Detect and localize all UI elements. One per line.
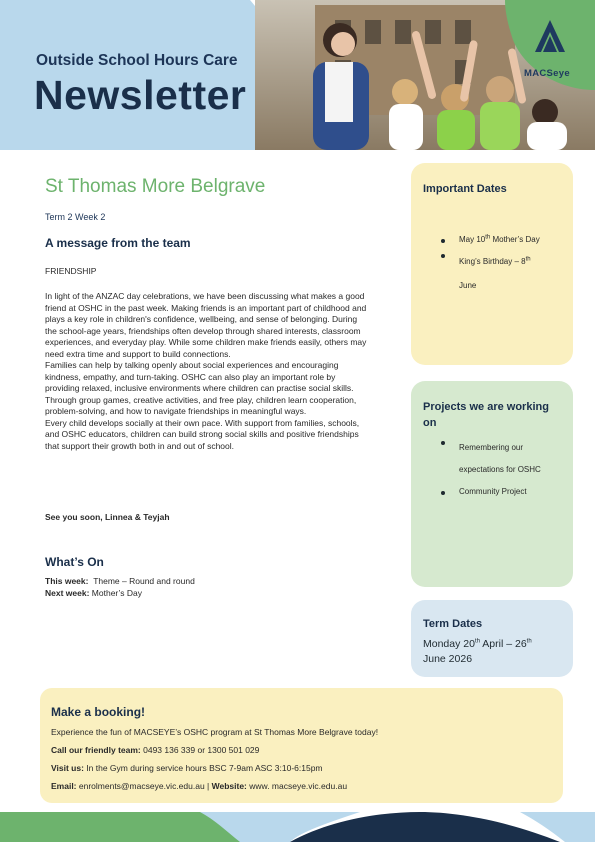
important-dates-box (411, 163, 573, 365)
list-item: Remembering our expectations for OSHC (441, 437, 541, 481)
whats-on-heading: What’s On (45, 555, 104, 569)
next-week-line (45, 588, 142, 598)
message-paragraph: Every child develops socially at their own pace. With support from families, schools, and OSHC educators, children can build strong social skills and positive friendships that support their growth both in and out of school. (45, 417, 360, 451)
header-subtitle: Outside School Hours Care (36, 52, 238, 69)
school-name: St Thomas More Belgrave (45, 176, 266, 197)
booking-visit: Visit us: In the Gym during service hours BSC 7-9am ASC 3:10-6:15pm (51, 763, 323, 773)
signoff: See you soon, Linnea & Teyjah (45, 512, 170, 522)
message-paragraph: In light of the ANZAC day celebrations, we have been discussing what makes a good friend at OSHC in the past week. Making friends is an important part of childhood and plays a key role in children's confidence, wellbeing, and sense of belonging. During the school-age years, friendships often develop through shared interests, classroom experiences, and everyday play. While some children make friends easily, others may need extra time and support to build connections. (45, 291, 367, 359)
term-dates-title: Term Dates (423, 618, 483, 630)
projects-box (411, 381, 573, 587)
logo-wordmark: MACSeye (524, 68, 570, 79)
message-heading: A message from the team (45, 236, 191, 250)
this-week-label: This week: (45, 576, 89, 586)
important-dates-list (441, 235, 540, 305)
friendship-label: FRIENDSHIP (45, 266, 97, 276)
projects-title: Projects we are working on (423, 401, 549, 429)
projects-list (441, 437, 541, 496)
message-paragraph: Families can help by talking openly about social experiences and encouraging kindness, empathy, and turn-taking. OSHC can also play an important role by providing relaxed, inclusive environments where children can practise social skills. Through group games, creative activities, and free play, children learn cooperation, problem-solving, and how to navigate friendships in meaningful ways. (45, 360, 357, 416)
list-item: May 10th Mother’s Day (441, 235, 540, 244)
next-week-value: Mother’s Day (91, 588, 143, 598)
next-week-label: Next week: (45, 588, 90, 598)
booking-box (40, 688, 563, 803)
term-dates-box (411, 600, 573, 677)
term-week: Term 2 Week 2 (45, 212, 106, 222)
booking-contact: Email: enrolments@macseye.vic.edu.au | Website: www. macseye.vic.edu.au (51, 781, 348, 791)
email-link[interactable]: enrolments@macseye.vic.edu.au | (76, 781, 212, 791)
footer-wave-decoration (0, 812, 595, 842)
term-dates-range: Monday 20th April – 26th June 2026 (423, 638, 532, 665)
header-banner (0, 0, 595, 150)
this-week-line (45, 576, 195, 586)
list-item: King’s Birthday – 8th June (441, 250, 540, 298)
important-dates-title: Important Dates (423, 183, 507, 195)
list-item: Community Project (441, 487, 541, 496)
booking-intro: Experience the fun of MACSEYE’s OSHC program at St Thomas More Belgrave today! (51, 727, 379, 737)
website-link[interactable]: www. macseye.vic.edu.au (246, 781, 348, 791)
message-body (45, 291, 370, 452)
header-title: Newsletter (34, 72, 247, 118)
booking-phone: Call our friendly team: 0493 136 339 or 1300 501 029 (51, 745, 260, 755)
booking-title: Make a booking! (51, 705, 146, 719)
this-week-value: Theme – Round and round (93, 576, 195, 586)
